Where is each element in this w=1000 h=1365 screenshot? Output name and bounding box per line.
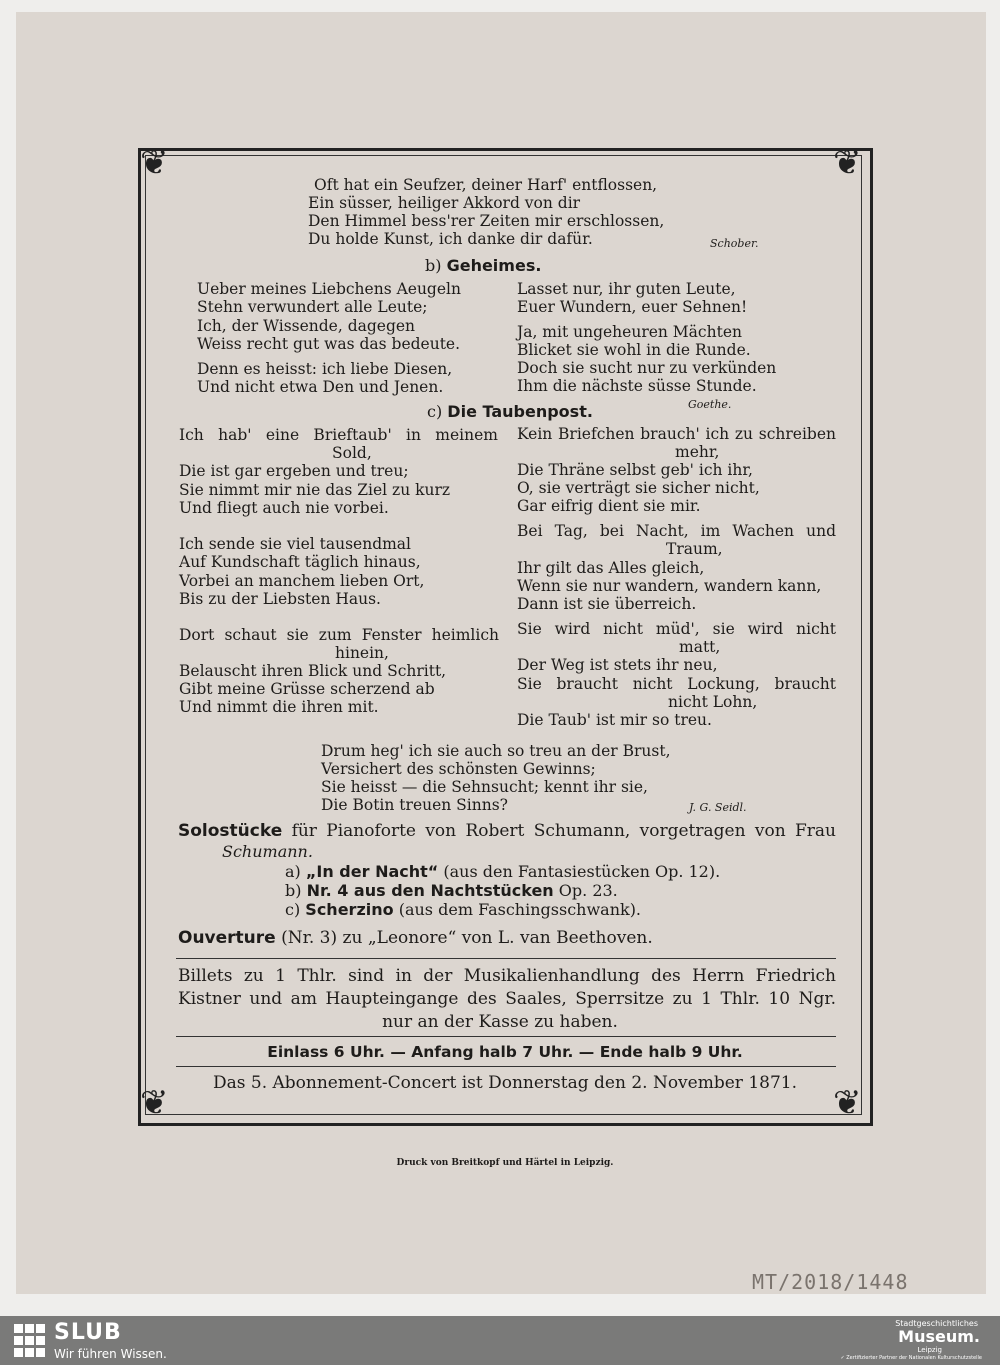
divider	[176, 958, 836, 959]
poem3-left-line: Gibt meine Grüsse scherzend ab	[179, 680, 435, 698]
poem3-right-line: Bei Tag, bei Nacht, im Wachen und	[517, 522, 836, 540]
poem3-right-line: Gar eifrig dient sie mir.	[517, 497, 701, 515]
poem3-author: J. G. Seidl.	[689, 801, 747, 814]
poem3-closing-line: Die Botin treuen Sinns?	[321, 796, 508, 814]
poem3-left-line: Sold,	[332, 444, 372, 462]
poem2-right-line: Doch sie sucht nur zu verkünden	[517, 359, 777, 377]
poem3-right-line: matt,	[679, 638, 721, 656]
slub-logo-icon	[14, 1324, 46, 1358]
poem3-right-line: Dann ist sie überreich.	[517, 595, 697, 613]
poem1-line: Du holde Kunst, ich danke dir dafür.	[308, 230, 593, 248]
poem3-right-line: Sie braucht nicht Lockung, braucht	[517, 675, 836, 693]
poem3-right-line: Der Weg ist stets ihr neu,	[517, 656, 718, 674]
solo-item-label: c)	[285, 900, 301, 919]
footer-bar	[0, 1316, 1000, 1365]
slub-name: SLUB	[54, 1320, 122, 1345]
poem3-closing-line: Drum heg' ich sie auch so treu an der Brust,	[321, 742, 671, 760]
poem2-left-line: Stehn verwundert alle Leute;	[197, 298, 428, 316]
poem3-closing-line: Sie heisst — die Sehnsucht; kennt ihr sie,	[321, 778, 648, 796]
poem1-author: Schober.	[710, 237, 759, 250]
solo-item	[285, 901, 641, 920]
solo-item	[285, 882, 618, 901]
poem3-right-line: Die Taub' ist mir so treu.	[517, 711, 712, 729]
poem2-left-line: Und nicht etwa Den und Jenen.	[197, 378, 444, 396]
poem2-author: Goethe.	[688, 398, 732, 411]
poem2-right-line: Euer Wundern, euer Sehnen!	[517, 298, 748, 316]
poem3-right-line: Ihr gilt das Alles gleich,	[517, 559, 705, 577]
solo-item-detail: (aus dem Faschingsschwank).	[398, 900, 642, 919]
solo-heading: Solostücke	[178, 821, 283, 841]
solo-item-detail: (aus den Fantasiestücken Op. 12).	[443, 862, 721, 881]
poem2-right-line: Lasset nur, ihr guten Leute,	[517, 280, 736, 298]
poem3-right-line: Wenn sie nur wandern, wandern kann,	[517, 577, 822, 595]
poem2-left-line: Denn es heisst: ich liebe Diesen,	[197, 360, 453, 378]
next-concert: Das 5. Abonnement-Concert ist Donnerstag den 2. November 1871.	[213, 1073, 797, 1093]
corner-ornament-icon: ❦	[833, 143, 862, 183]
poem3-right-line: Traum,	[666, 540, 723, 558]
poem3-left-line: Und nimmt die ihren mit.	[179, 698, 379, 716]
slub-tagline: Wir führen Wissen.	[54, 1347, 167, 1361]
museum-note: ✓ Zertifizierter Partner der Nationalen Kulturschutzstelle	[840, 1355, 982, 1361]
tickets-line: nur an der Kasse zu haben.	[382, 1012, 618, 1032]
poem2-right-line: Blicket sie wohl in die Runde.	[517, 341, 751, 359]
poem1-line: Oft hat ein Seufzer, deiner Harf' entflossen,	[314, 176, 658, 194]
poem3-closing-line: Versichert des schönsten Gewinns;	[321, 760, 596, 778]
event-times: Einlass 6 Uhr. — Anfang halb 7 Uhr. — Ende halb 9 Uhr.	[267, 1043, 743, 1061]
poem3-left-line: Sie nimmt mir nie das Ziel zu kurz	[179, 481, 451, 499]
poem3-left-line: Dort schaut sie zum Fenster heimlich	[179, 626, 499, 644]
poem3-right-line: nicht Lohn,	[668, 693, 758, 711]
museum-city: Leipzig	[917, 1346, 942, 1354]
poem3-left-line: Die ist gar ergeben und treu;	[179, 462, 409, 480]
poem3-left-line: Ich sende sie viel tausendmal	[179, 535, 412, 553]
poem3-left-line: Vorbei an manchem lieben Ort,	[179, 572, 425, 590]
solo-description: für Pianoforte von Robert Schumann, vorgetragen von Frau	[291, 821, 836, 841]
corner-ornament-icon: ❦	[833, 1083, 862, 1123]
overture-line	[178, 928, 653, 948]
solo-item-label: a)	[285, 862, 301, 881]
corner-ornament-icon: ❦	[140, 143, 169, 183]
solo-item-title: „In der Nacht“	[305, 862, 439, 881]
poem3-title: Die Taubenpost.	[447, 402, 593, 421]
shelfmark: MT/2018/1448	[752, 1270, 909, 1294]
poem2-left-line: Ueber meines Liebchens Aeugeln	[197, 280, 461, 298]
poem2-title: Geheimes.	[446, 256, 542, 275]
poem3-heading	[427, 403, 593, 422]
tickets-line: Billets zu 1 Thlr. sind in der Musikalienhandlung des Herrn Friedrich	[178, 966, 836, 986]
solo-item-title: Nr. 4 aus den Nachtstücken	[306, 881, 554, 900]
museum-top: Stadtgeschichtliches	[895, 1319, 978, 1328]
poem3-left-line: hinein,	[335, 644, 389, 662]
poem3-right-line: mehr,	[675, 443, 720, 461]
solo-item-detail: Op. 23.	[558, 881, 618, 900]
corner-ornament-icon: ❦	[140, 1083, 169, 1123]
poem3-right-line: Kein Briefchen brauch' ich zu schreiben	[517, 425, 836, 443]
poem3-left-line: Auf Kundschaft täglich hinaus,	[179, 553, 421, 571]
divider	[176, 1066, 836, 1067]
museum-name: Museum.	[898, 1327, 980, 1346]
poem3-right-line: Sie wird nicht müd', sie wird nicht	[517, 620, 836, 638]
poem2-left-line: Ich, der Wissende, dagegen	[197, 317, 416, 335]
overture-detail: (Nr. 3) zu „Leonore“ von L. van Beethoven.	[281, 928, 653, 948]
printer-imprint: Druck von Breitkopf und Härtel in Leipzig.	[396, 1158, 614, 1168]
solo-item-label: b)	[285, 881, 302, 900]
poem3-left-line: Und fliegt auch nie vorbei.	[179, 499, 389, 517]
poem2-left-line: Weiss recht gut was das bedeute.	[197, 335, 461, 353]
poem2-right-line: Ja, mit ungeheuren Mächten	[517, 323, 742, 341]
poem1-line: Den Himmel bess'rer Zeiten mir erschlossen,	[308, 212, 665, 230]
poem3-label: c)	[427, 402, 443, 421]
solo-line	[178, 821, 836, 841]
divider	[176, 1036, 836, 1037]
poem1-line: Ein süsser, heiliger Akkord von dir	[308, 194, 581, 212]
poem3-left-line: Ich hab' eine Brieftaub' in meinem	[179, 426, 498, 444]
poem2-right-line: Ihm die nächste süsse Stunde.	[517, 377, 757, 395]
poem3-right-line: Die Thräne selbst geb' ich ihr,	[517, 461, 753, 479]
poem2-heading	[425, 257, 541, 276]
poem3-left-line: Bis zu der Liebsten Haus.	[179, 590, 381, 608]
overture-heading: Ouverture	[178, 928, 276, 948]
tickets-line: Kistner und am Haupteingange des Saales, Sperrsitze zu 1 Thlr. 10 Ngr.	[178, 989, 836, 1009]
solo-item-title: Scherzino	[305, 900, 394, 919]
solo-item	[285, 863, 720, 882]
poem2-label: b)	[425, 256, 442, 275]
poem3-left-line: Belauscht ihren Blick und Schritt,	[179, 662, 447, 680]
solo-performer: Schumann.	[222, 842, 313, 861]
poem3-right-line: O, sie verträgt sie sicher nicht,	[517, 479, 760, 497]
